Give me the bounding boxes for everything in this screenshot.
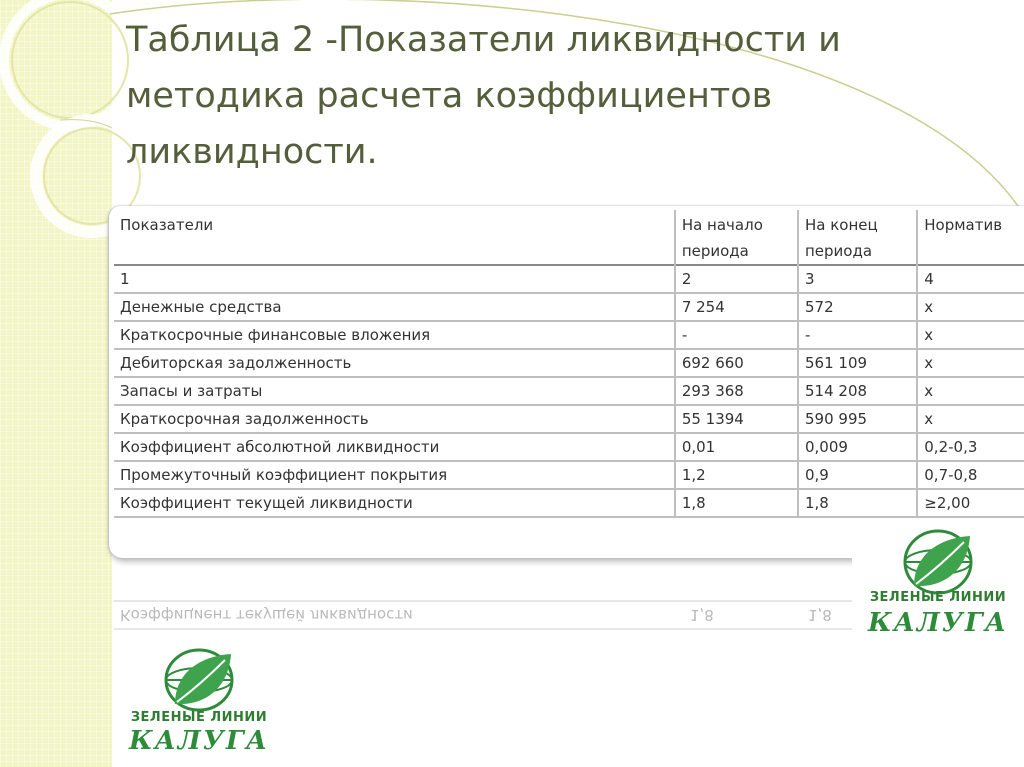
- row-label: Краткосрочные финансовые вложения: [114, 321, 675, 349]
- reflected-end: 1,8: [808, 606, 832, 624]
- header-indicators: Показатели: [120, 216, 214, 234]
- header-norm: Норматив: [917, 210, 1024, 265]
- row-start-value: 55 1394: [675, 405, 798, 433]
- index-cell: 3: [798, 265, 917, 293]
- row-label: Промежуточный коэффициент покрытия: [114, 461, 675, 489]
- row-norm: х: [917, 293, 1024, 321]
- table-row: [114, 489, 1024, 517]
- reflected-start: 1,8: [690, 606, 714, 624]
- header-period-end: На конец периода: [798, 210, 917, 265]
- liquidity-table: [114, 210, 1024, 518]
- table-row: [114, 321, 1024, 349]
- row-label: Коэффициент абсолютной ликвидности: [114, 433, 675, 461]
- row-norm: 0,7-0,8: [917, 461, 1024, 489]
- row-end-value: 0,009: [798, 433, 917, 461]
- table-row: [114, 405, 1024, 433]
- row-end-value: 572: [798, 293, 917, 321]
- row-label: Запасы и затраты: [114, 377, 675, 405]
- row-end-value: 514 208: [798, 377, 917, 405]
- row-norm: ≥2,00: [917, 489, 1024, 517]
- leaf-globe-icon: [114, 646, 284, 712]
- logo-line2: КАЛУГА: [867, 608, 1009, 638]
- logo-line2: КАЛУГА: [128, 726, 270, 756]
- reflected-label: Коэффициент текущей ликвидности: [120, 606, 413, 624]
- slide-title: Таблица 2 -Показатели ликвидности и методика расчета коэффициентов ликвидности.: [126, 20, 841, 172]
- row-label: Краткосрочная задолженность: [114, 405, 675, 433]
- row-start-value: 692 660: [675, 349, 798, 377]
- row-end-value: 590 995: [798, 405, 917, 433]
- company-logo: [852, 528, 1024, 654]
- row-end-value: 1,8: [798, 489, 917, 517]
- row-label: Коэффициент текущей ликвидности: [114, 489, 675, 517]
- leaf-globe-icon: [852, 528, 1024, 598]
- table-index-row: [114, 265, 1024, 293]
- row-start-value: 293 368: [675, 377, 798, 405]
- reflected-row: [114, 600, 854, 630]
- table-header-row: [114, 210, 1024, 265]
- index-cell: 1: [114, 265, 675, 293]
- row-norm: х: [917, 321, 1024, 349]
- row-norm: х: [917, 405, 1024, 433]
- row-start-value: 7 254: [675, 293, 798, 321]
- row-start-value: 1,8: [675, 489, 798, 517]
- logo-line1: ЗЕЛЕНЫЕ ЛИНИИ: [130, 710, 268, 725]
- company-logo-bottom: [114, 640, 284, 764]
- row-end-value: 561 109: [798, 349, 917, 377]
- row-end-value: -: [798, 321, 917, 349]
- row-label: Денежные средства: [114, 293, 675, 321]
- table-row: [114, 377, 1024, 405]
- row-norm: 0,2-0,3: [917, 433, 1024, 461]
- header-period-start: На начало периода: [675, 210, 798, 265]
- row-start-value: -: [675, 321, 798, 349]
- index-cell: 4: [917, 265, 1024, 293]
- row-start-value: 1,2: [675, 461, 798, 489]
- index-cell: 2: [675, 265, 798, 293]
- row-norm: х: [917, 349, 1024, 377]
- row-norm: х: [917, 377, 1024, 405]
- table-row: [114, 293, 1024, 321]
- row-start-value: 0,01: [675, 433, 798, 461]
- logo-line1: ЗЕЛЕНЫЕ ЛИНИИ: [869, 590, 1007, 605]
- row-end-value: 0,9: [798, 461, 917, 489]
- table-row: [114, 349, 1024, 377]
- row-label: Дебиторская задолженность: [114, 349, 675, 377]
- table-row: [114, 433, 1024, 461]
- table-row: [114, 461, 1024, 489]
